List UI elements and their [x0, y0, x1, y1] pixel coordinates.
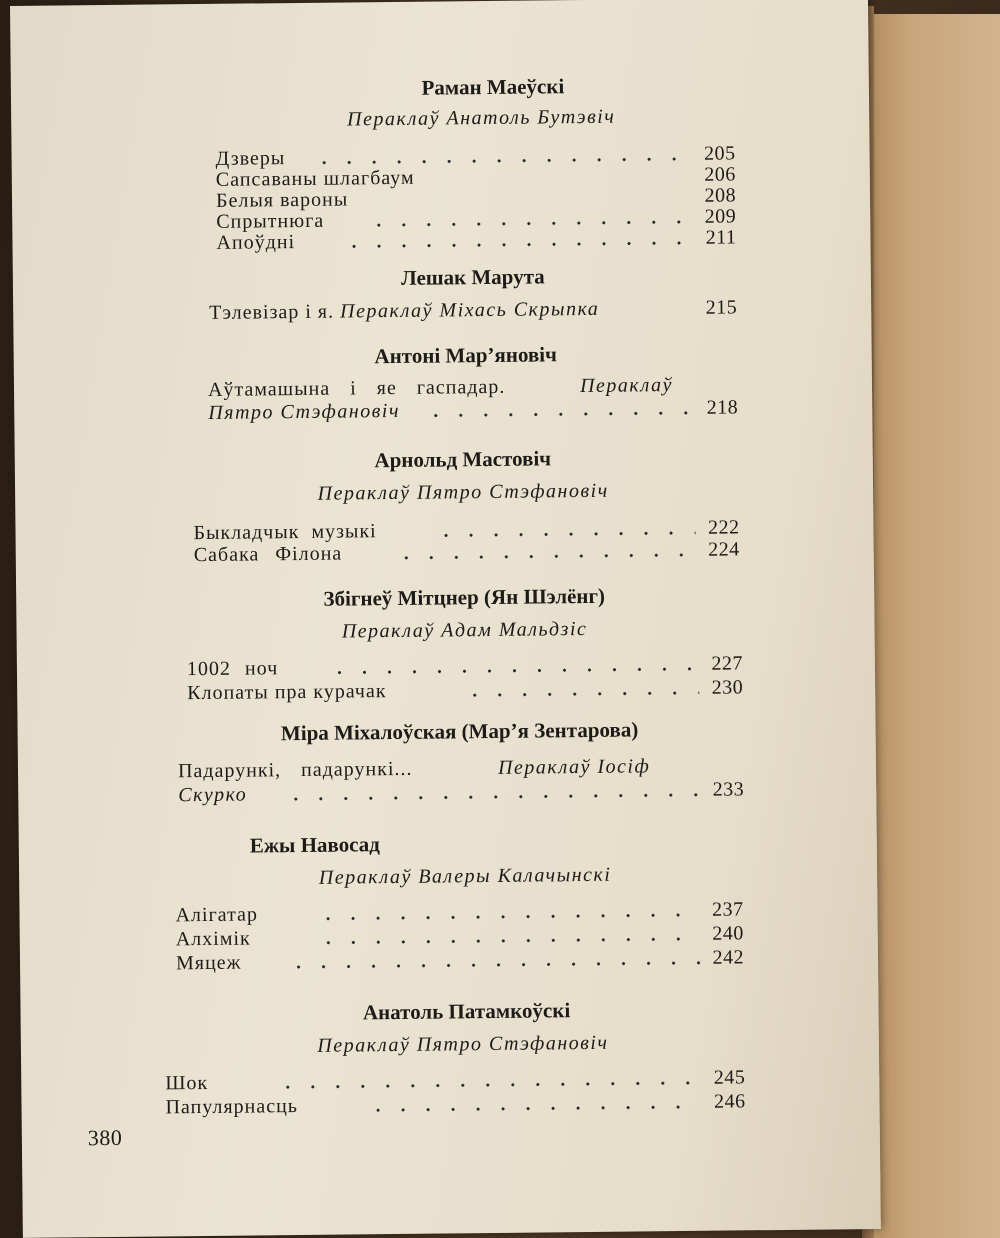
entry-page: 222 — [707, 516, 740, 539]
leader-dots — [283, 793, 700, 801]
entry-page: 233 — [712, 778, 745, 801]
leader-dots — [366, 220, 692, 227]
leader-dots — [423, 411, 694, 418]
entry-title — [209, 298, 599, 325]
entry-title: Спрытнюга — [216, 209, 325, 233]
entry-title-text: Тэлевізар і я. — [209, 300, 335, 324]
author-heading: Анатоль Патамкоўскі — [362, 998, 571, 1025]
translator-line: Пераклаў Пятро Стэфановіч — [317, 479, 609, 505]
author-heading: Антоні Мар’яновіч — [374, 342, 558, 369]
author-heading: Міра Міхалоўская (Мар’я Зентарова) — [280, 717, 639, 746]
author-heading: Лешак Марута — [400, 264, 545, 290]
translator-line: Пераклаў Адам Мальдзіс — [341, 617, 588, 643]
entry-title: 1002 ноч — [186, 657, 279, 681]
entry-translator-cont: Пятро Стэфановіч — [208, 399, 401, 424]
toc-entry — [194, 538, 740, 568]
entry-title: Сапсаваны шлагбаум — [215, 166, 415, 191]
entry-page: 211 — [705, 226, 737, 249]
translator-line: Пераклаў Пятро Стэфановіч — [317, 1031, 609, 1057]
toc-entry-continuation — [208, 396, 738, 426]
leader-dots — [275, 1081, 701, 1089]
entry-page: 224 — [708, 538, 740, 561]
entry-page: 215 — [705, 296, 738, 319]
toc-entry — [176, 946, 744, 976]
leader-dots — [286, 961, 700, 969]
entry-title: Аўтамашына і яе гаспадар. — [207, 375, 506, 401]
toc-entry-continuation — [178, 778, 744, 808]
entry-page: 206 — [704, 163, 736, 186]
leader-dots — [342, 241, 693, 249]
author-heading: Арнольд Мастовіч — [374, 446, 552, 473]
toc-entry — [165, 1090, 745, 1120]
entry-page: 227 — [711, 652, 744, 675]
entry-translator: Пераклаў Іосіф — [497, 755, 651, 779]
entry-page: 242 — [712, 946, 745, 969]
entry-page: 205 — [703, 142, 736, 165]
toc-entry — [187, 676, 743, 706]
author-heading: Збігнеў Мітцнер (Ян Шэлёнг) — [323, 583, 606, 611]
page-number: 380 — [87, 1124, 123, 1151]
entry-title: Апоўдні — [216, 231, 296, 254]
leader-dots — [327, 667, 699, 675]
entry-translator: Пераклаў — [579, 374, 674, 398]
leader-dots — [316, 937, 700, 945]
leader-dots — [366, 1105, 702, 1113]
entry-title: Дзверы — [215, 147, 286, 170]
entry-translator-cont: Скурко — [178, 783, 248, 807]
leader-dots — [462, 691, 699, 697]
toc-entry — [209, 296, 737, 326]
entry-page: 208 — [704, 184, 737, 207]
entry-page: 240 — [712, 922, 744, 945]
entry-page: 230 — [711, 676, 744, 699]
entry-page: 246 — [713, 1090, 746, 1113]
author-heading: Ежы Навосад — [249, 832, 380, 858]
entry-title: Падарункі, падарункі... — [177, 757, 413, 783]
translator-line: Пераклаў Анатоль Бутэвіч — [346, 105, 616, 131]
entry-title: Шок — [165, 1071, 209, 1095]
entry-translator: Пераклаў Міхась Скрыпка — [339, 297, 600, 323]
author-heading: Раман Маеўскі — [421, 74, 565, 100]
table-of-contents — [10, 0, 881, 1238]
leader-dots — [394, 553, 696, 560]
entry-title: Алхімік — [175, 927, 251, 951]
entry-page: 245 — [713, 1066, 746, 1089]
entry-page: 218 — [706, 396, 739, 419]
next-page-edge — [872, 14, 1000, 1238]
entry-title: Мяцеж — [175, 951, 242, 975]
entry-title: Белыя вароны — [215, 188, 349, 212]
entry-title: Сабака Філона — [193, 542, 343, 567]
leader-dots — [434, 531, 696, 538]
entry-title: Клопаты пра курачак — [187, 680, 387, 705]
leader-dots — [316, 913, 700, 921]
entry-title: Алігатар — [175, 903, 259, 927]
translator-line: Пераклаў Валеры Калачынскі — [318, 863, 612, 889]
entry-title: Папулярнасць — [165, 1095, 298, 1119]
toc-entry — [216, 226, 736, 255]
entry-page: 209 — [704, 205, 737, 228]
entry-page: 237 — [711, 898, 744, 921]
book-page — [10, 0, 881, 1238]
entry-title: Быкладчык музыкі — [193, 520, 377, 545]
